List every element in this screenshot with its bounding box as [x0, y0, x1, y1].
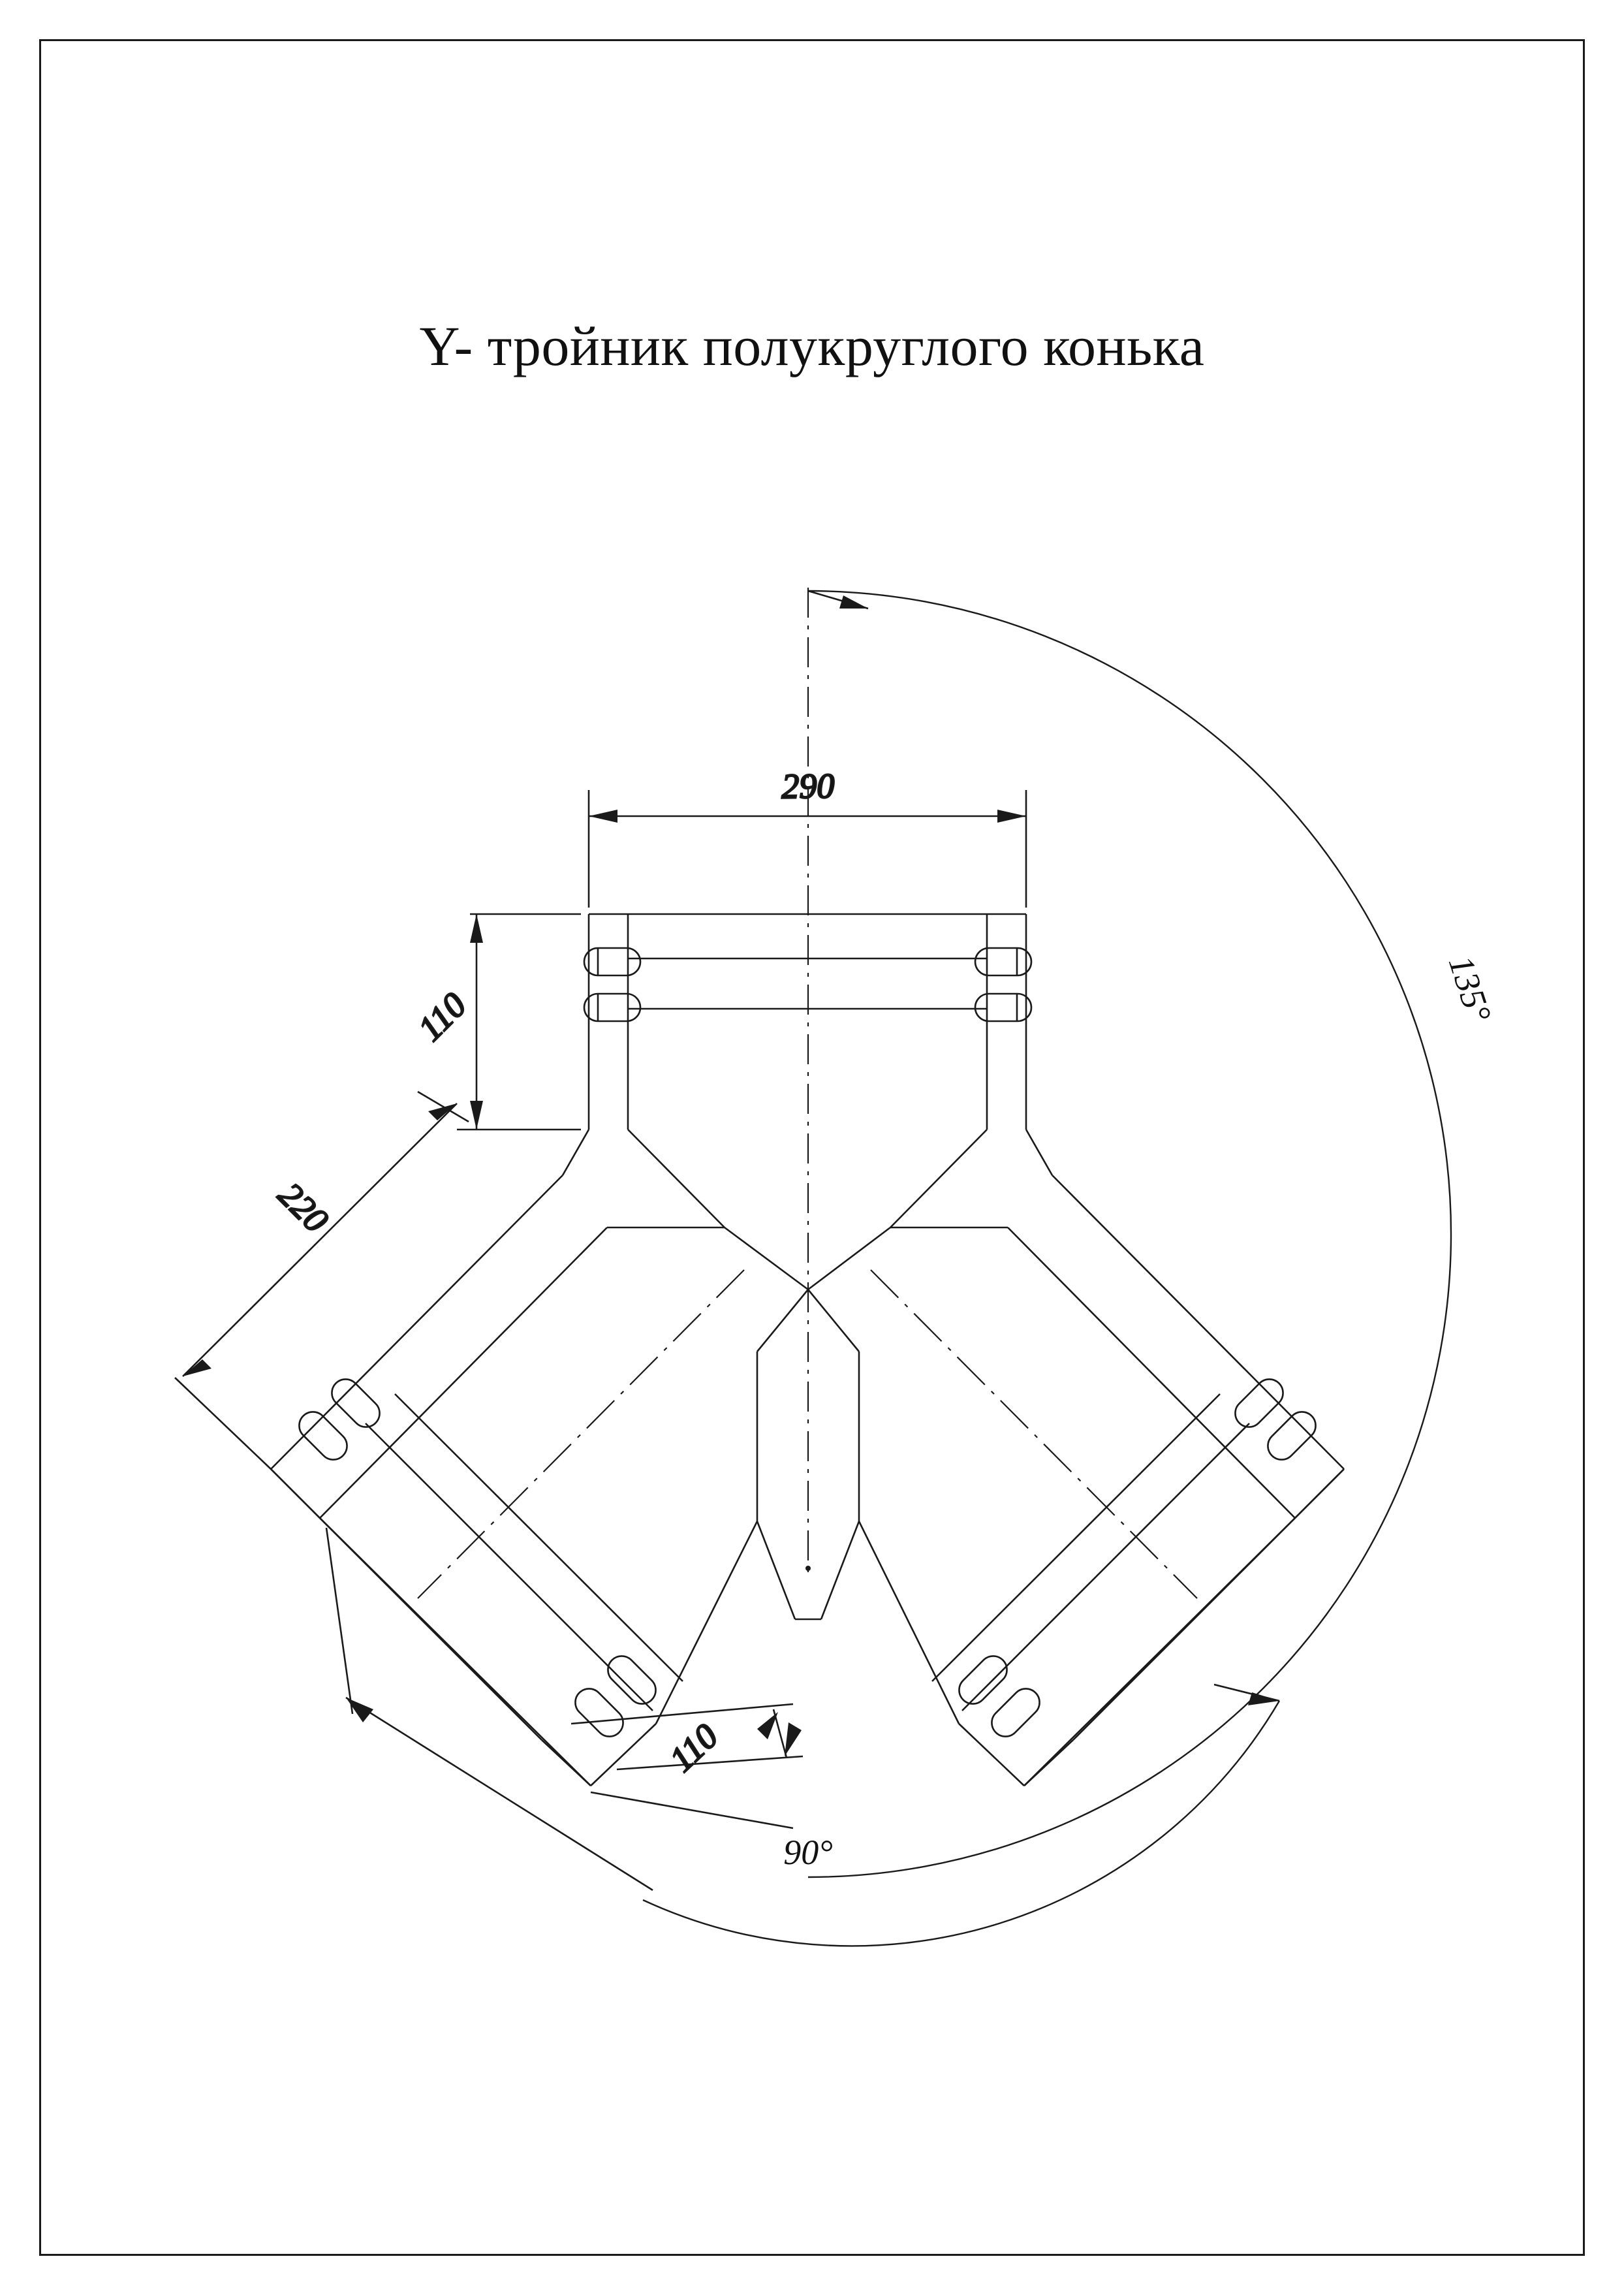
centerline-left-branch	[418, 1270, 744, 1598]
right-branch-outline	[859, 1175, 1344, 1786]
seam-roller-left-upper	[294, 1374, 386, 1466]
dimension-label-290: 290	[781, 766, 835, 806]
angle-label-135: 135°	[1441, 951, 1499, 1027]
left-branch-outline	[271, 1175, 757, 1786]
seam-roller-left-lower	[570, 1651, 662, 1743]
reference-arc-90	[643, 1701, 1279, 1946]
seam-roller-right-lower	[954, 1651, 1046, 1743]
arc-leader-right	[1214, 1685, 1279, 1705]
seam-roller-right-upper	[1230, 1374, 1322, 1466]
dimension-label-220: 220	[270, 1175, 336, 1241]
centerline-right-branch	[871, 1270, 1197, 1598]
dimension-110-top	[457, 914, 581, 1130]
dimension-110-bottom	[326, 1528, 803, 1890]
dimension-label-110-top: 110	[410, 985, 474, 1049]
page-title: Y- тройник полукруглого конька	[419, 315, 1205, 377]
centre-mark	[805, 1566, 811, 1571]
angle-label-90: 90°	[783, 1833, 833, 1872]
dimension-label-110-bottom: 110	[662, 1716, 726, 1780]
